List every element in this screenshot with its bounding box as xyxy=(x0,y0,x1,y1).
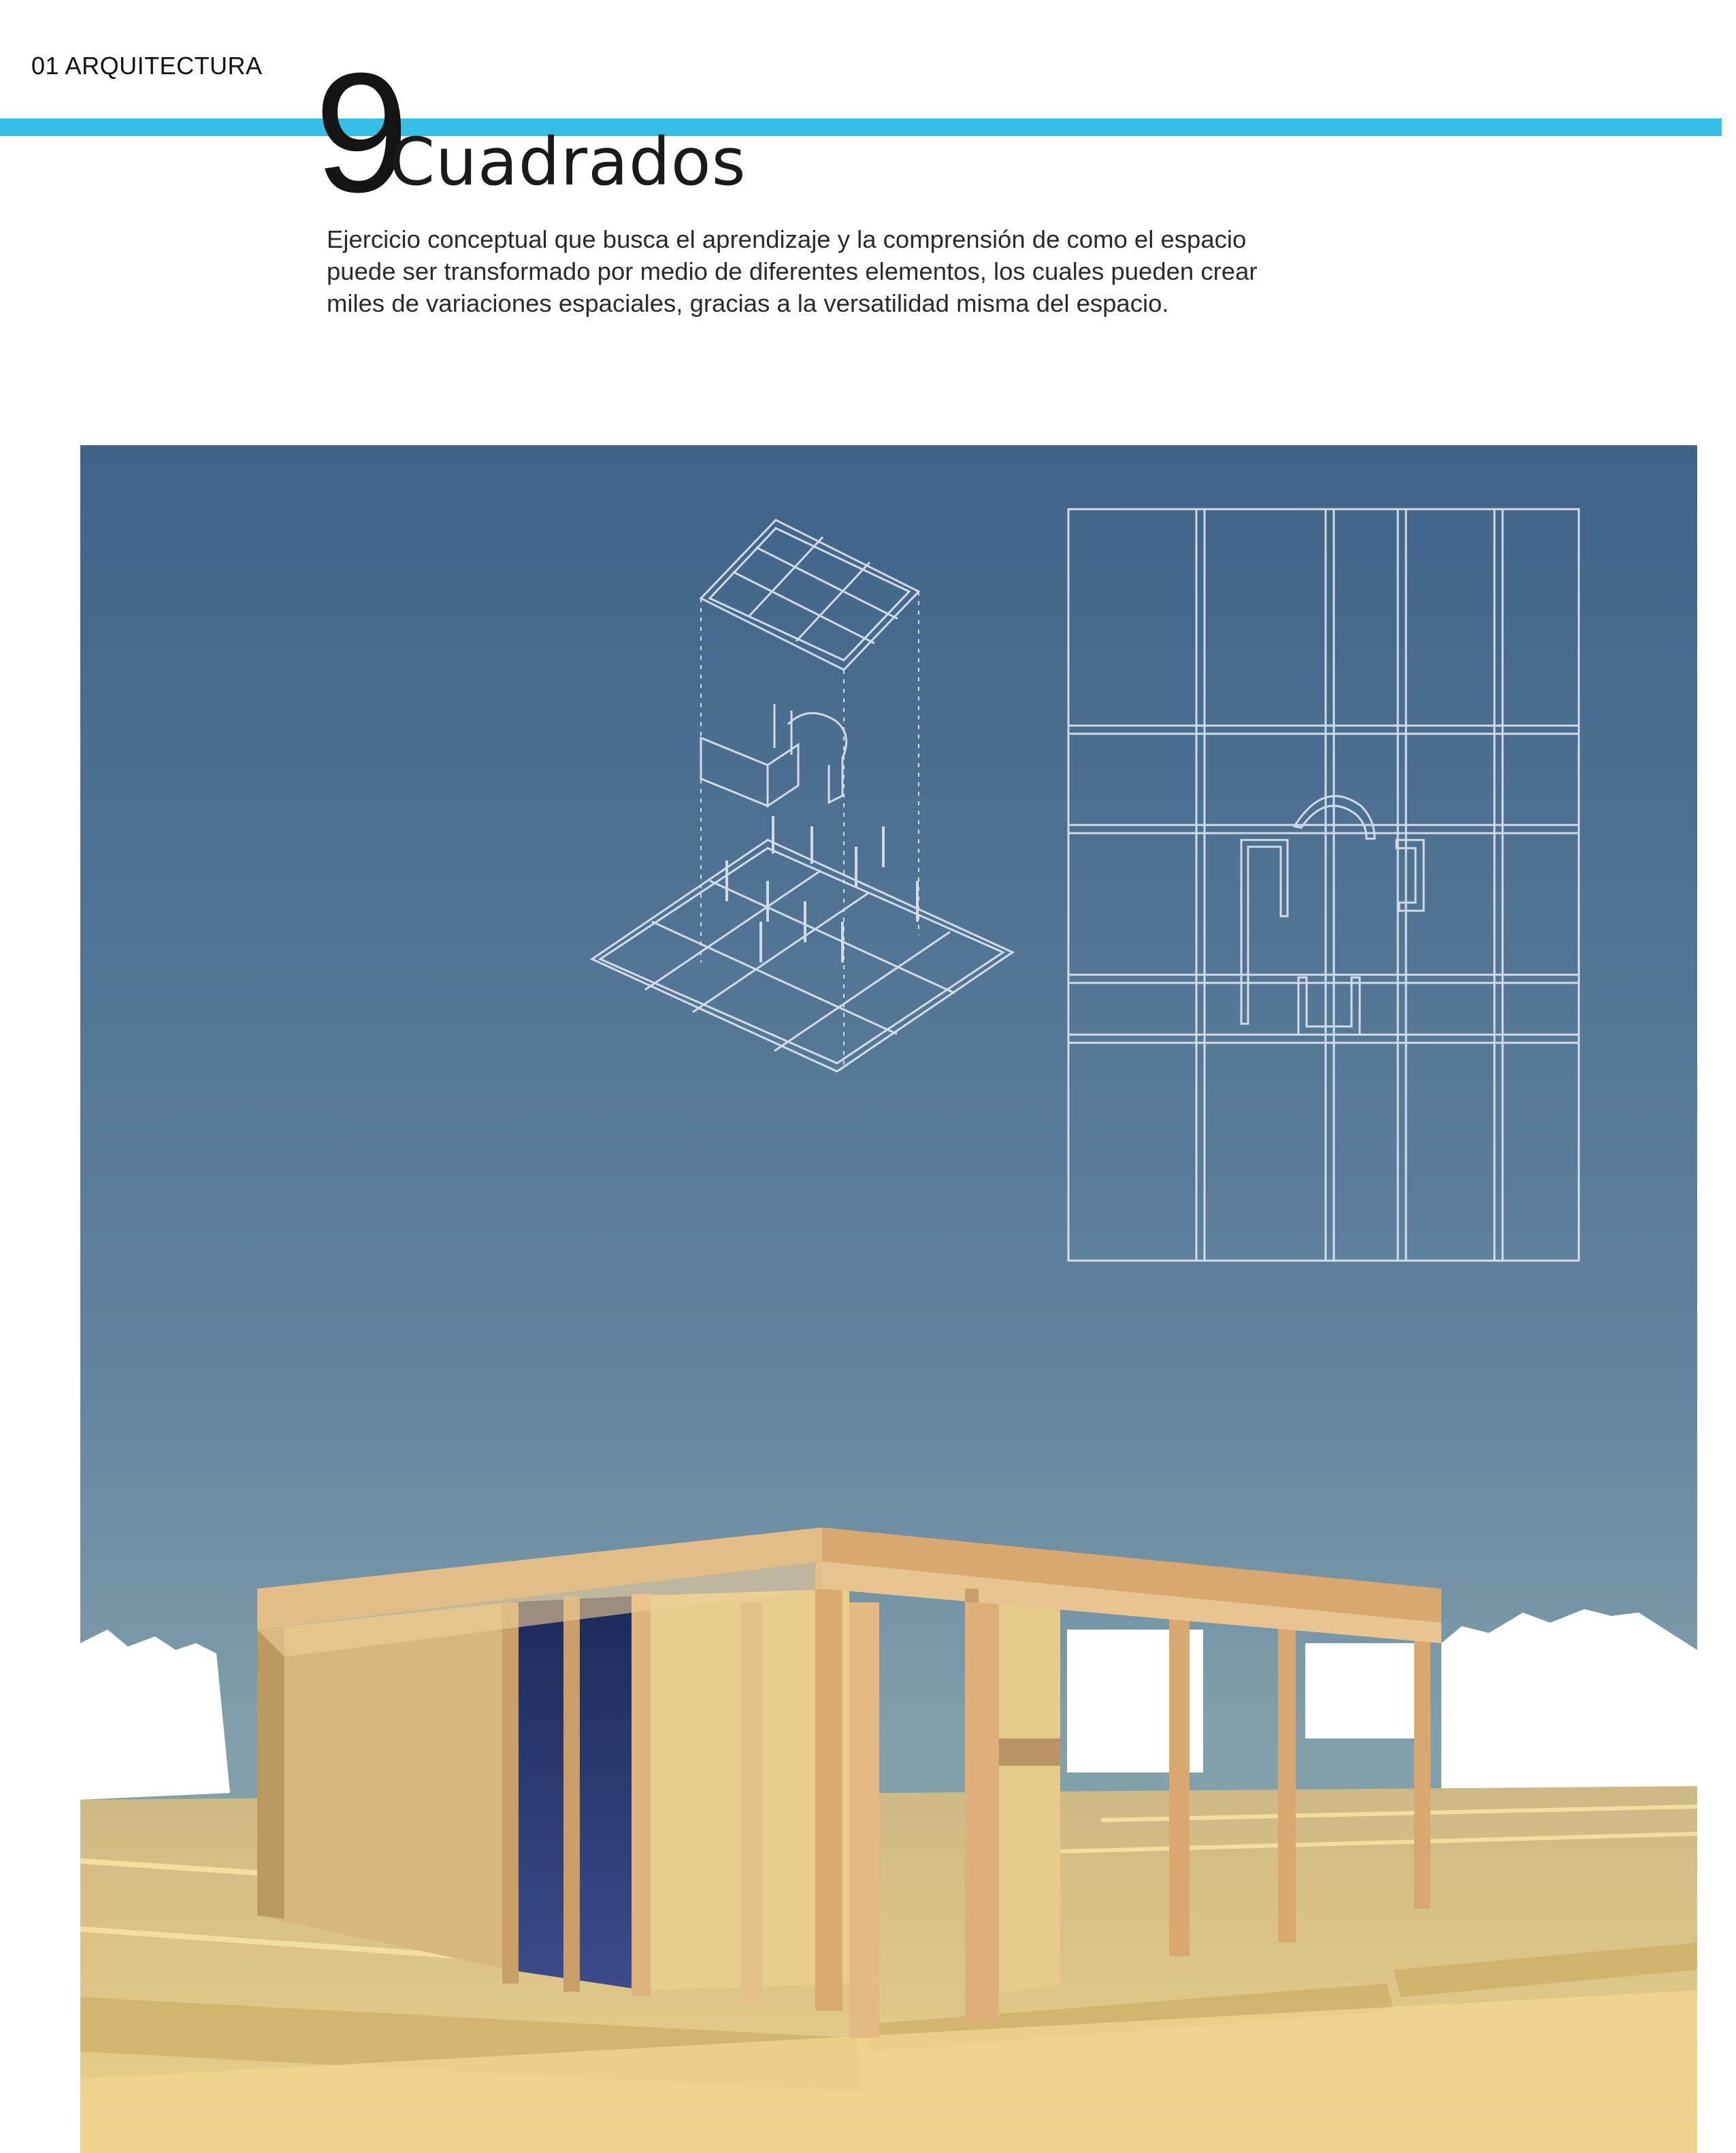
project-description xyxy=(327,223,1307,319)
description-line: miles de variaciones espaciales, gracias a la versatilidad misma del espacio. xyxy=(327,289,1169,317)
section-label: 01 ARQUITECTURA xyxy=(31,52,263,80)
description-line: Ejercicio conceptual que busca el aprendizaje y la comprensión de como el espacio xyxy=(327,225,1247,253)
project-title: Cuadrados xyxy=(389,124,747,200)
architectural-render xyxy=(80,445,1697,2153)
description-line: puede ser transformado por medio de diferentes elementos, los cuales pueden crear xyxy=(327,257,1258,285)
project-number: 9 xyxy=(314,37,404,227)
accent-rule xyxy=(0,118,1722,136)
